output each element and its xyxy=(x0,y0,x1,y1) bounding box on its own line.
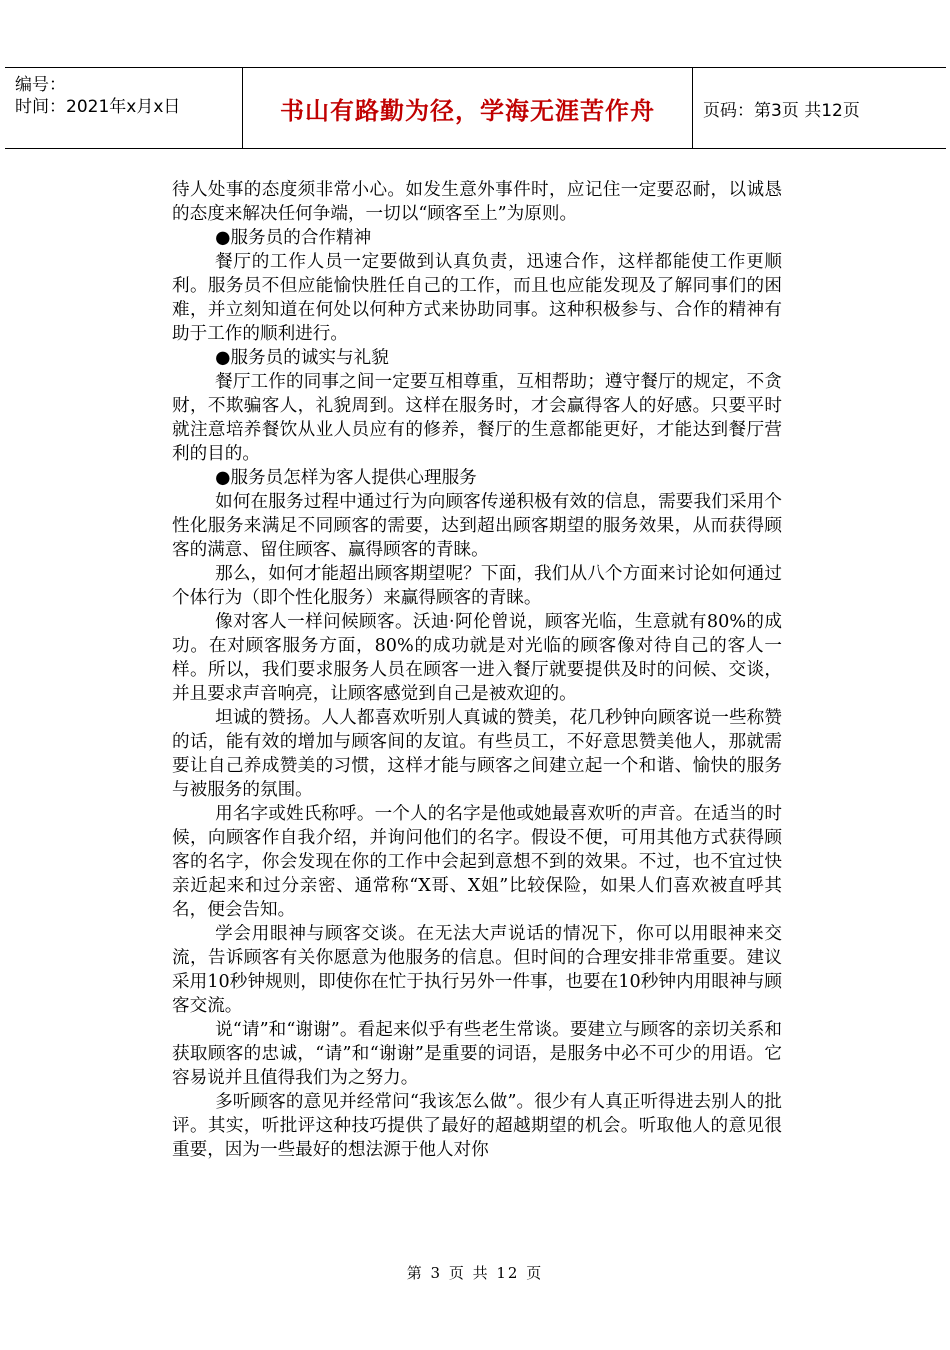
paragraph: 多听顾客的意见并经常问“我该怎么做”。很少有人真正听得进去别人的批评。其实，听批评这种技巧提供了最好的超越期望的机会。听取他人的意见很重要，因为一些最好的想法源于他人对你 xyxy=(172,1092,782,1160)
paragraph: 像对客人一样问候顾客。沃迪·阿伦曾说，顾客光临，生意就有80%的成功。在对顾客服务方面，80%的成功就是对光临的顾客像对待自己的客人一样。所以，我们要求服务人员在顾客一进入餐厅就要提供及时的问候、交谈，并且要求声音响亮，让顾客感觉到自己是被欢迎的。 xyxy=(172,612,782,704)
paragraph: 学会用眼神与顾客交谈。在无法大声说话的情况下，你可以用眼神来交流，告诉顾客有关你愿意为他服务的信息。但时间的合理安排非常重要。建议采用10秒钟规则，即使你在忙于执行另外一件事，也要在10秒钟内用眼神与顾客交流。 xyxy=(172,924,782,1016)
paragraph: 如何在服务过程中通过行为向顾客传递积极有效的信息，需要我们采用个性化服务来满足不同顾客的需要，达到超出顾客期望的服务效果，从而获得顾客的满意、留住顾客、赢得顾客的青睐。 xyxy=(172,492,782,560)
section-heading: ●服务员的合作精神 xyxy=(215,228,372,248)
paragraph: 坦诚的赞扬。人人都喜欢听别人真诚的赞美，花几秒钟向顾客说一些称赞的话，能有效的增加与顾客间的友谊。有些员工，不好意思赞美他人，那就需要让自己养成赞美的习惯，这样才能与顾客之间建立起一个和谐、愉快的服务与被服务的氛围。 xyxy=(172,708,782,800)
section-heading: ●服务员怎样为客人提供心理服务 xyxy=(215,468,477,488)
paragraph: 那么，如何才能超出顾客期望呢？下面，我们从八个方面来讨论如何通过个体行为（即个性化服务）来赢得顾客的青睐。 xyxy=(172,564,782,608)
header-motto-cell xyxy=(243,68,693,148)
number-label: 编号： xyxy=(15,75,66,95)
document-body xyxy=(172,178,782,1162)
page-footer: 第 3 页 共 12 页 xyxy=(406,1264,544,1282)
page-header xyxy=(5,67,946,149)
motto: 书山有路勤为径，学海无涯苦作舟 xyxy=(280,96,655,125)
paragraph: 餐厅的工作人员一定要做到认真负责，迅速合作，这样都能使工作更顺利。服务员不但应能愉快胜任自己的工作，而且也应能发现及了解同事们的困难，并立刻知道在何处以何种方式来协助同事。这种积极参与、合作的精神有助于工作的顺利进行。 xyxy=(172,252,782,344)
page-number-label: 页码：第3页 共12页 xyxy=(703,100,860,121)
paragraph: 说“请”和“谢谢”。看起来似乎有些老生常谈。要建立与顾客的亲切关系和获取顾客的忠诚，“请”和“谢谢”是重要的词语，是服务中必不可少的用语。它容易说并且值得我们为之努力。 xyxy=(172,1020,782,1088)
section-heading: ●服务员的诚实与礼貌 xyxy=(215,348,389,368)
paragraph: 餐厅工作的同事之间一定要互相尊重，互相帮助；遵守餐厅的规定，不贪财，不欺骗客人，礼貌周到。这样在服务时，才会赢得客人的好感。只要平时就注意培养餐饮从业人员应有的修养，餐厅的生意都能更好，才能达到餐厅营利的目的。 xyxy=(172,372,782,464)
header-info xyxy=(5,68,243,148)
paragraph: 用名字或姓氏称呼。一个人的名字是他或她最喜欢听的声音。在适当的时候，向顾客作自我介绍，并询问他们的名字。假设不便，可用其他方式获得顾客的名字，你会发现在你的工作中会起到意想不到的效果。不过，也不宜过快亲近起来和过分亲密、通常称“X哥、X姐”比较保险，如果人们喜欢被直呼其名，便会告知。 xyxy=(172,804,782,920)
paragraph: 待人处事的态度须非常小心。如发生意外事件时，应记住一定要忍耐，以诚恳的态度来解决任何争端，一切以“顾客至上”为原则。 xyxy=(172,180,782,224)
time-label: 时间：2021年x月x日 xyxy=(15,97,181,117)
